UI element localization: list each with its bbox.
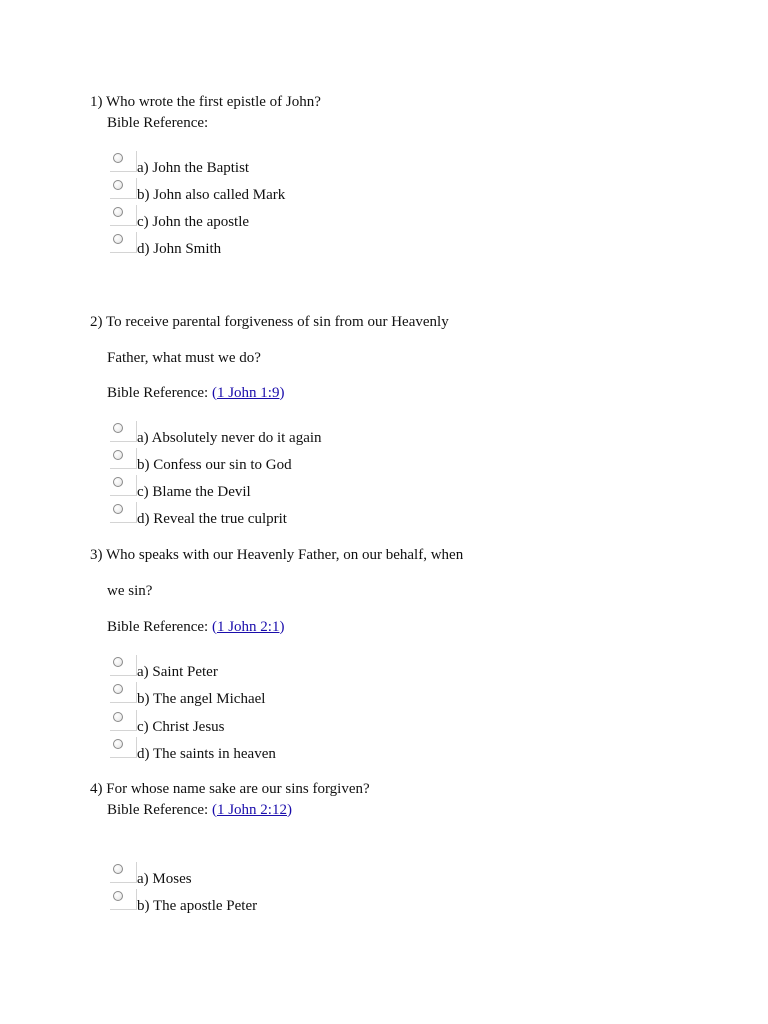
question-1-option-d[interactable] (110, 232, 410, 258)
radio-button[interactable] (113, 504, 123, 514)
option-label: a) Absolutely never do it again (137, 430, 322, 446)
radio-button[interactable] (113, 180, 123, 190)
bible-reference-link[interactable]: 1 John 1:9 (216, 385, 280, 401)
radio-button[interactable] (113, 153, 123, 163)
question-3-option-d[interactable] (110, 737, 410, 763)
radio-button[interactable] (113, 891, 123, 901)
question-1-reference-label: Bible Reference: (107, 115, 209, 131)
paren-close: ) (279, 619, 285, 635)
question-2-reference (107, 384, 284, 402)
question-2-text: 2) To receive parental forgiveness of sin from our Heavenly (90, 314, 449, 330)
option-label: b) The angel Michael (137, 691, 266, 707)
option-label: a) Saint Peter (137, 664, 218, 680)
option-label: c) Blame the Devil (137, 484, 251, 500)
question-4-reference (107, 801, 292, 819)
option-label: a) John the Baptist (137, 160, 250, 176)
question-4-option-a[interactable] (110, 862, 410, 888)
question-1-option-c[interactable] (110, 205, 410, 231)
option-label: d) John Smith (137, 241, 222, 257)
question-3-text: 3) Who speaks with our Heavenly Father, on our behalf, when (90, 547, 464, 563)
question-2-option-c[interactable] (110, 475, 410, 501)
option-label: d) The saints in heaven (137, 746, 276, 762)
question-2-option-d[interactable] (110, 502, 410, 528)
question-1-text: 1) Who wrote the first epistle of John? (90, 94, 321, 110)
question-3-option-b[interactable] (110, 682, 410, 708)
question-3-option-c[interactable] (110, 710, 410, 736)
paren-open: ( (211, 619, 217, 635)
question-4-option-b[interactable] (110, 889, 410, 915)
radio-button[interactable] (113, 657, 123, 667)
paren-open: ( (211, 802, 217, 818)
radio-button[interactable] (113, 739, 123, 749)
option-label: b) John also called Mark (137, 187, 286, 203)
option-label: c) Christ Jesus (137, 719, 225, 735)
question-3-reference (107, 618, 284, 636)
option-label: b) Confess our sin to God (137, 457, 292, 473)
option-label: c) John the apostle (137, 214, 250, 230)
radio-button[interactable] (113, 477, 123, 487)
radio-button[interactable] (113, 864, 123, 874)
radio-button[interactable] (113, 450, 123, 460)
radio-button[interactable] (113, 712, 123, 722)
radio-button[interactable] (113, 423, 123, 433)
bible-reference-link[interactable]: 1 John 2:1 (216, 619, 280, 635)
radio-button[interactable] (113, 207, 123, 217)
bible-reference-link[interactable]: 1 John 2:12 (216, 802, 287, 818)
question-1-option-b[interactable] (110, 178, 410, 204)
reference-label: Bible Reference: (107, 385, 209, 401)
option-label: d) Reveal the true culprit (137, 511, 287, 527)
question-3-option-a[interactable] (110, 655, 410, 681)
question-1-option-a[interactable] (110, 151, 410, 177)
paren-close: ) (279, 385, 285, 401)
radio-button[interactable] (113, 684, 123, 694)
reference-label: Bible Reference: (107, 619, 209, 635)
paren-close: ) (286, 802, 292, 818)
question-2-option-a[interactable] (110, 421, 410, 447)
radio-button[interactable] (113, 234, 123, 244)
question-3-text-continued: we sin? (107, 583, 153, 599)
question-4-text: 4) For whose name sake are our sins forgiven? (90, 781, 370, 797)
paren-open: ( (211, 385, 217, 401)
option-label: a) Moses (137, 871, 192, 887)
question-2-text-continued: Father, what must we do? (107, 350, 261, 366)
question-2-option-b[interactable] (110, 448, 410, 474)
reference-label: Bible Reference: (107, 802, 209, 818)
option-label: b) The apostle Peter (137, 898, 258, 914)
